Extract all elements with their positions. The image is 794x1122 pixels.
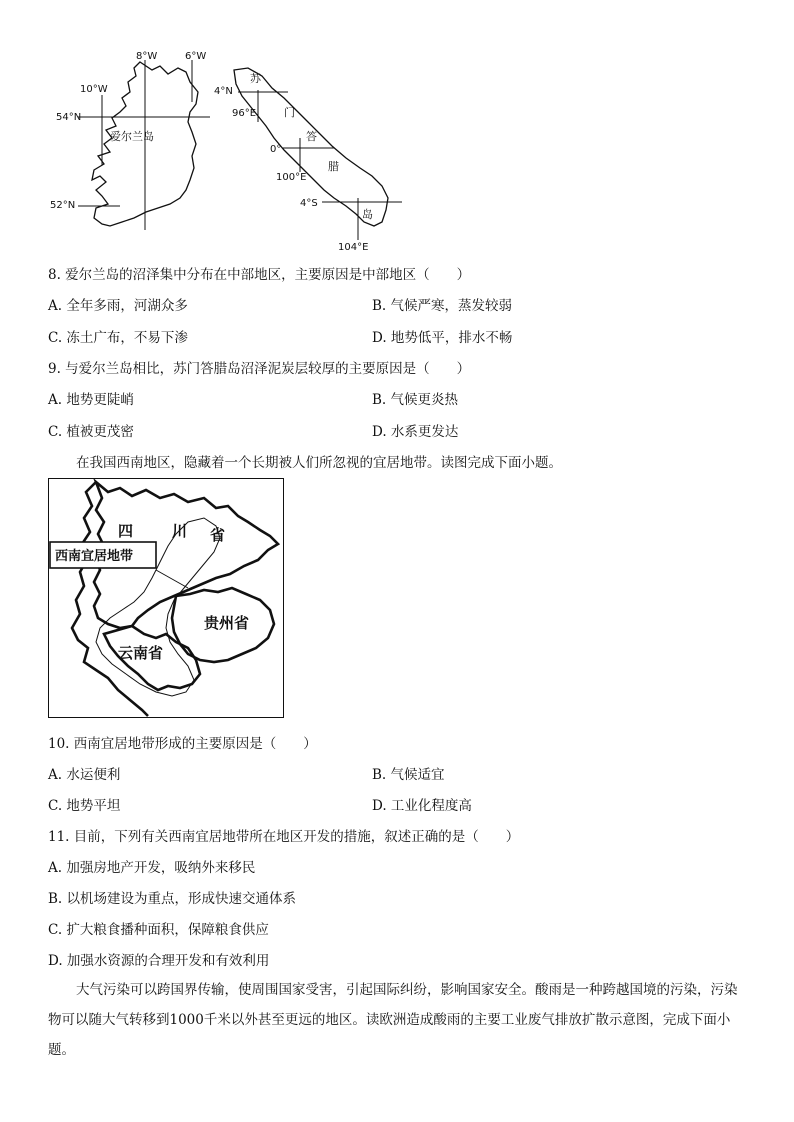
- label-6w: 6°W: [185, 51, 207, 62]
- sumatra-char-2: 门: [284, 106, 295, 119]
- sumatra-map: [210, 60, 410, 255]
- zone-label-leader: [156, 570, 188, 588]
- sichuan-char-2: 川: [172, 522, 188, 540]
- map-frame: [49, 479, 284, 718]
- question-11-option-b[interactable]: B. 以机场建设为重点，形成快速交通体系: [48, 891, 297, 907]
- question-8-option-d[interactable]: D. 地势低平，排水不畅: [372, 330, 513, 346]
- label-10w: 10°W: [80, 84, 108, 95]
- zone-label: 西南宜居地带: [55, 549, 134, 564]
- question-9-option-a[interactable]: A. 地势更陡峭: [48, 392, 134, 408]
- question-11-stem: 11. 目前，下列有关西南宜居地带所在地区开发的措施，叙述正确的是（ ）: [48, 829, 520, 845]
- sichuan-char-3: 省: [210, 526, 226, 544]
- label-96e: 96°E: [232, 108, 257, 119]
- label-52n: 52°N: [50, 200, 76, 211]
- question-10-stem: 10. 西南宜居地带形成的主要原因是（ ）: [48, 736, 317, 752]
- label-104e: 104°E: [338, 242, 369, 253]
- question-9-option-b[interactable]: B. 气候更炎热: [372, 392, 459, 408]
- intro-acid-rain: 大气污染可以跨国界传输，使周围国家受害，引起国际纠纷，影响国家安全。酸雨是一种跨越国境的污染，污染物可以随大气转移到1000千米以外甚至更远的地区。读欧洲造成酸雨的主要工业废气排放扩散示意图，完成下面小题。: [48, 982, 738, 1058]
- ireland-name: 爱尔兰岛: [110, 130, 154, 143]
- question-10-option-b[interactable]: B. 气候适宜: [372, 767, 445, 783]
- label-100e: 100°E: [276, 172, 307, 183]
- guizhou-label: 贵州省: [204, 614, 250, 632]
- southwest-map: [48, 478, 284, 718]
- question-8-option-c[interactable]: C. 冻土广布，不易下渗: [48, 330, 188, 346]
- question-8-stem: 8. 爱尔兰岛的沼泽集中分布在中部地区，主要原因是中部地区（ ）: [48, 267, 471, 283]
- label-4n: 4°N: [214, 86, 233, 97]
- question-10-option-a[interactable]: A. 水运便利: [48, 767, 121, 783]
- sumatra-char-4: 腊: [328, 160, 339, 173]
- label-8w: 8°W: [136, 51, 158, 62]
- question-9-option-c[interactable]: C. 植被更茂密: [48, 424, 134, 440]
- question-8-option-a[interactable]: A. 全年多雨，河湖众多: [48, 298, 188, 314]
- question-10-option-c[interactable]: C. 地势平坦: [48, 798, 121, 814]
- ireland-map: [40, 40, 215, 240]
- yunnan-label: 云南省: [118, 644, 164, 662]
- label-0: 0°: [270, 144, 282, 155]
- sumatra-char-1: 苏: [250, 72, 261, 85]
- question-9-stem: 9. 与爱尔兰岛相比，苏门答腊岛沼泽泥炭层较厚的主要原因是（ ）: [48, 361, 471, 377]
- label-54n: 54°N: [56, 112, 82, 123]
- question-8-option-b[interactable]: B. 气候严寒，蒸发较弱: [372, 298, 513, 314]
- question-11-option-c[interactable]: C. 扩大粮食播种面积，保障粮食供应: [48, 922, 269, 938]
- question-10-option-d[interactable]: D. 工业化程度高: [372, 798, 472, 814]
- intro-southwest: 在我国西南地区，隐藏着一个长期被人们所忽视的宜居地带。读图完成下面小题。: [76, 455, 562, 471]
- sichuan-char-1: 四: [118, 522, 134, 540]
- label-4s: 4°S: [300, 198, 318, 209]
- question-9-option-d[interactable]: D. 水系更发达: [372, 424, 459, 440]
- question-11-option-d[interactable]: D. 加强水资源的合理开发和有效利用: [48, 953, 270, 969]
- sumatra-char-3: 答: [306, 130, 317, 143]
- sumatra-char-5: 岛: [362, 208, 373, 221]
- question-11-option-a[interactable]: A. 加强房地产开发，吸纳外来移民: [48, 860, 256, 876]
